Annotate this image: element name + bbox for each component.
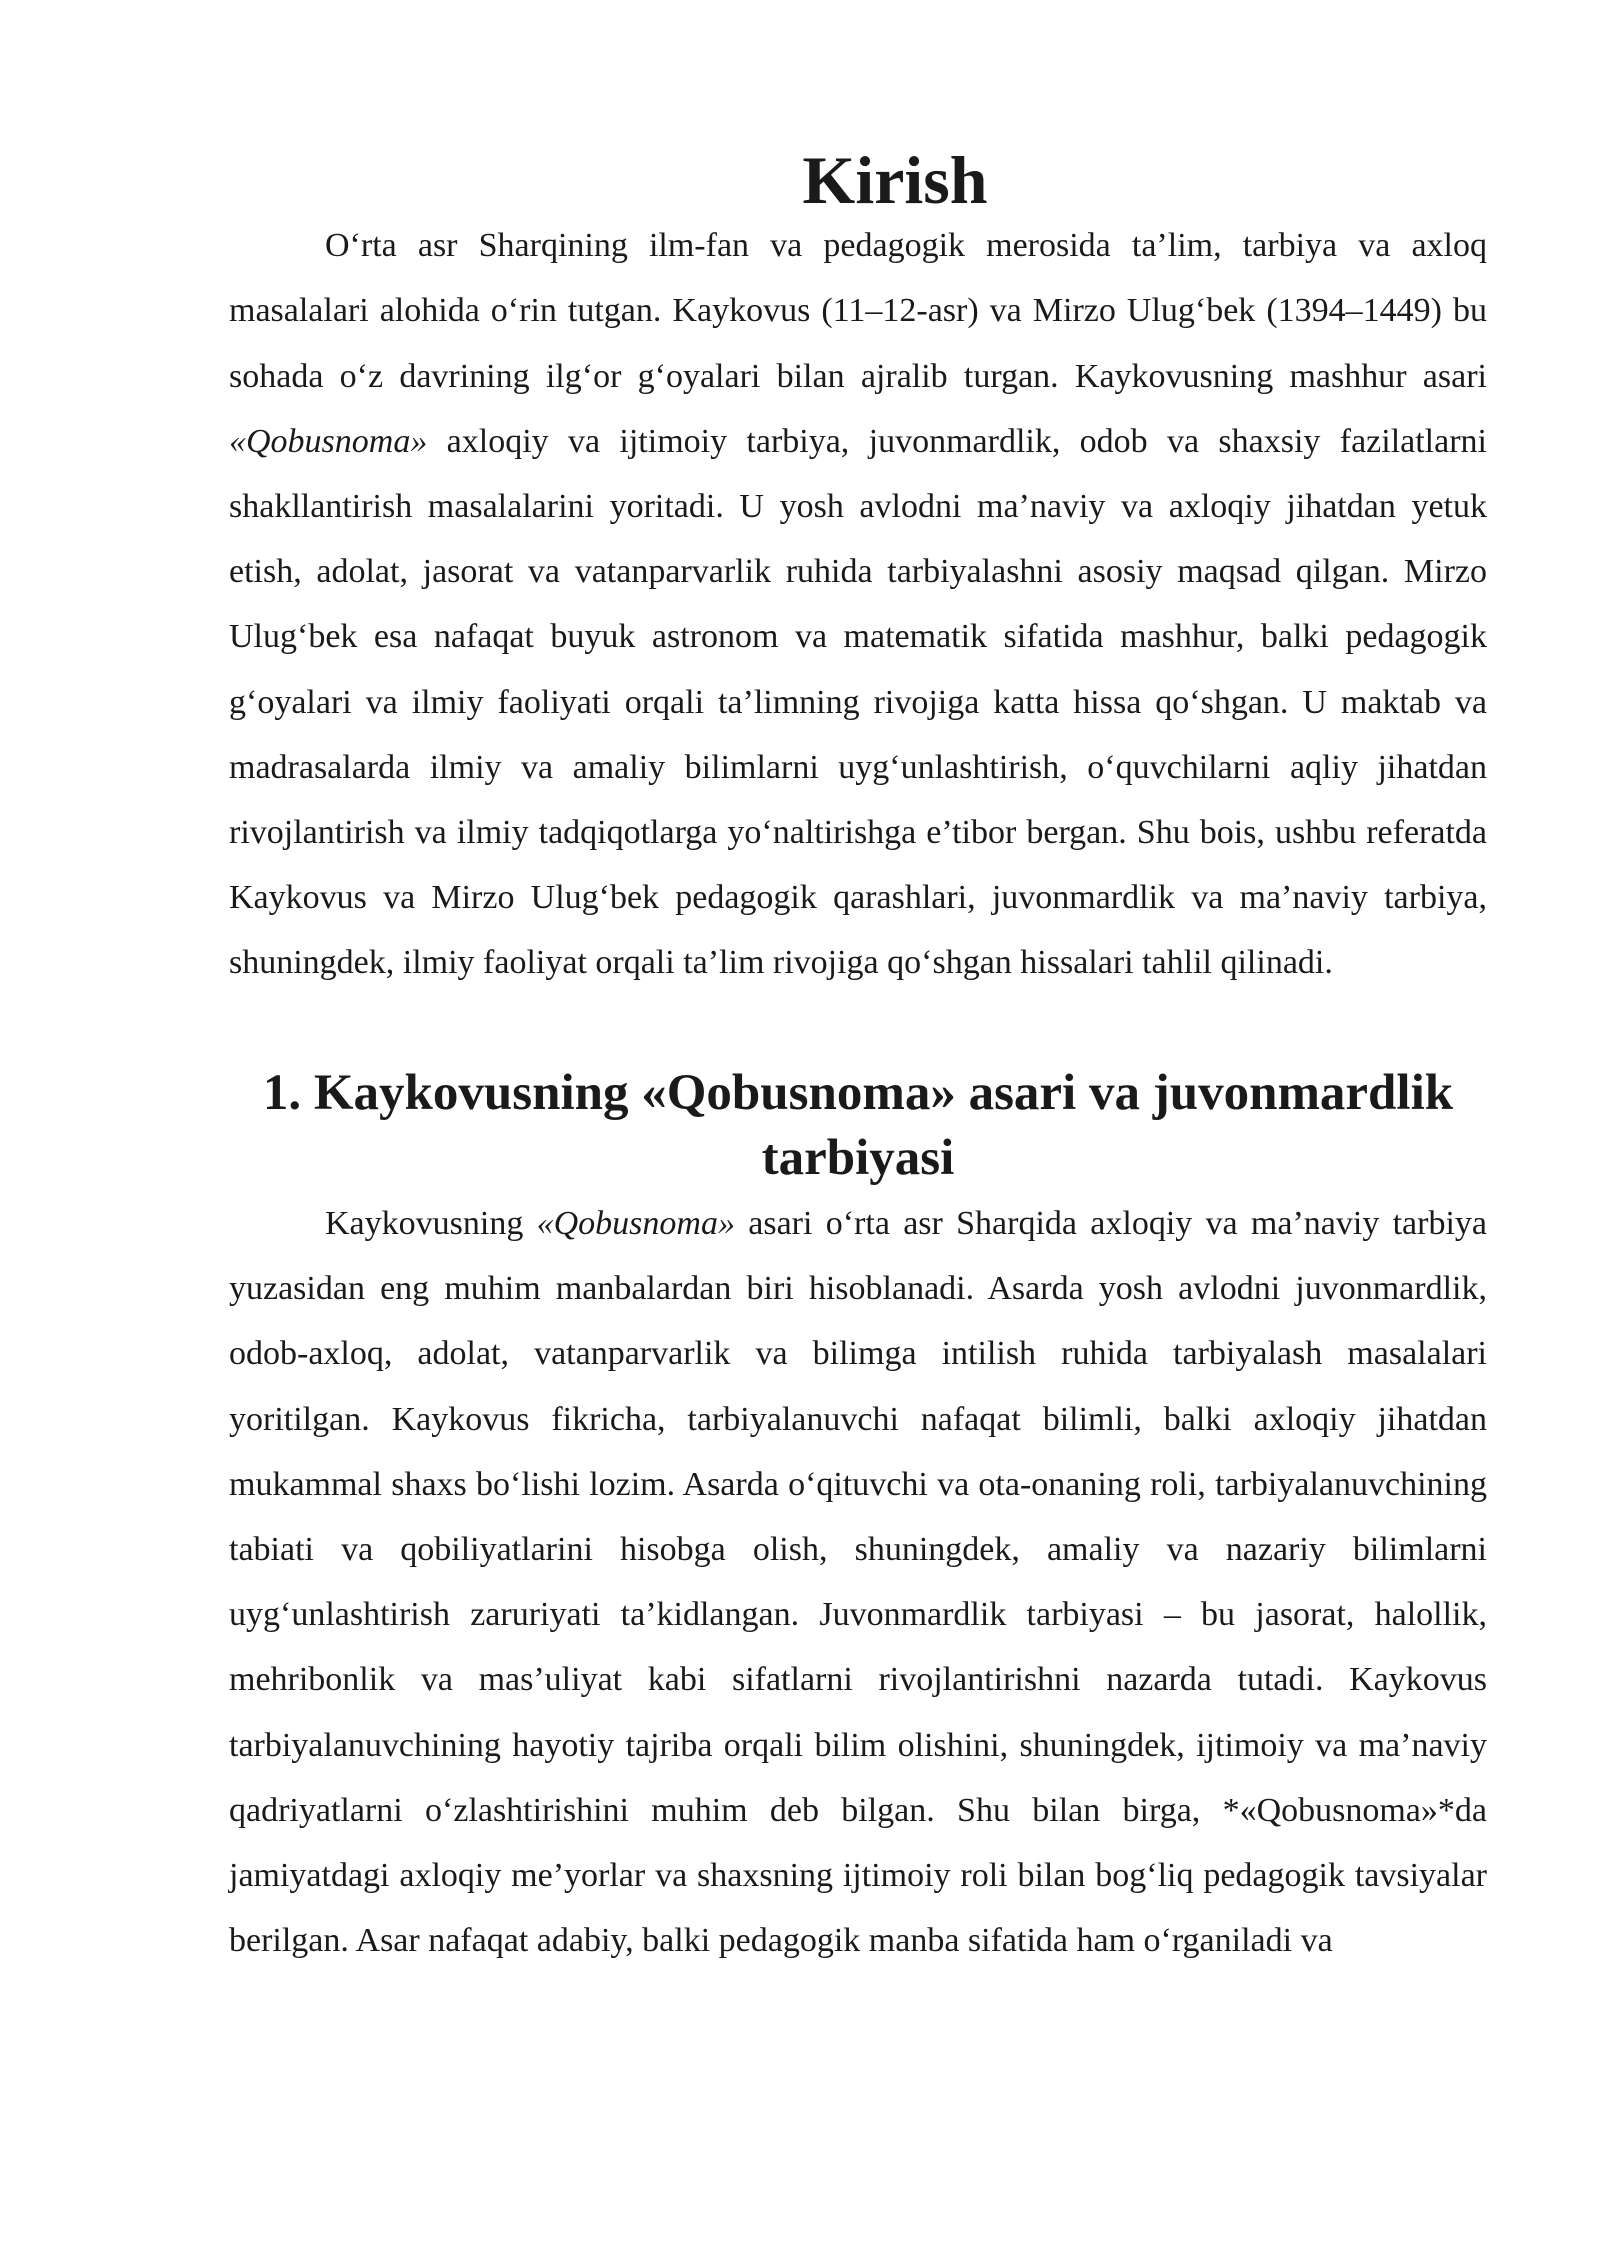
section-1-paragraph — [229, 1191, 1487, 1973]
section-1-heading: 1. Kaykovusning «Qobusnoma» asari va juvonmardlik tarbiyasi — [262, 1064, 1454, 1186]
intro-paragraph — [229, 213, 1487, 995]
book-title-italic: «Qobusnoma» — [536, 1205, 735, 1243]
intro-text-start: O‘rta asr Sharqining ilm-fan va pedagogik merosida ta’lim, tarbiya va axloq masalalari alohida o‘rin tutgan. Kaykovus (11–12-asr) va Mirzo Ulug‘bek (1394–1449) bu sohada o‘z davrining ilg‘or g‘oyalari bilan ajralib turgan. Kaykovusning mashhur asari — [229, 227, 1487, 395]
book-title-italic: «Qobusnoma» — [229, 422, 428, 460]
intro-text-end: axloqiy va ijtimoiy tarbiya, juvonmardlik, odob va shaxsiy fazilatlarni shakllantirish masalalarini yoritadi. U yosh avlodni ma’naviy va axloqiy jihatdan yetuk etish, adolat, jasorat va vatanparvarlik ruhida tarbiyalashni asosiy maqsad qilgan. Mirzo Ulug‘bek esa nafaqat buyuk astronom va matematik sifatida mashhur, balki pedagogik g‘oyalari va ilmiy faoliyati orqali ta’limning rivojiga katta hissa qo‘shgan. U maktab va madrasalarda ilmiy va amaliy bilimlarni uyg‘unlashtirish, o‘quvchilarni aqliy jihatdan rivojlantirish va ilmiy tadqiqotlarga yo‘naltirishga e’tibor bergan. Shu bois, ushbu referatda Kaykovus va Mirzo Ulug‘bek pedagogik qarashlari, juvonmardlik va ma’naviy tarbiya, shuningdek, ilmiy faoliyat orqali ta’lim rivojiga qo‘shgan hissalari tahlil qilinadi. — [229, 422, 1487, 982]
intro-heading: Kirish — [802, 142, 988, 218]
section-1-text-end: asari o‘rta asr Sharqida axloqiy va ma’naviy tarbiya yuzasidan eng muhim manbalardan biri hisoblanadi. Asarda yosh avlodni juvonmardlik, odob-axloq, adolat, vatanparvarlik va bilimga intilish ruhida tarbiyalash masalalari yoritilgan. Kaykovus fikricha, tarbiyalanuvchi nafaqat bilimli, balki axloqiy jihatdan mukammal shaxs bo‘lishi lozim. Asarda o‘qituvchi va ota-onaning roli, tarbiyalanuvchining tabiati va qobiliyatlarini hisobga olish, shuningdek, amaliy va nazariy bilimlarni uyg‘unlashtirish zaruriyati ta’kidlangan. Juvonmardlik tarbiyasi – bu jasorat, halollik, mehribonlik va mas’uliyat kabi sifatlarni rivojlantirishni nazarda tutadi. Kaykovus tarbiyalanuvchining hayotiy tajriba orqali bilim olishini, shuningdek, ijtimoiy va ma’naviy qadriyatlarni o‘zlashtirishini muhim deb bilgan. Shu bilan birga, *«Qobusnoma»*da jamiyatdagi axloqiy me’yorlar va shaxsning ijtimoiy roli bilan bog‘liq pedagogik tavsiyalar berilgan. Asar nafaqat adabiy, balki pedagogik manba sifatida ham o‘rganiladi va — [229, 1205, 1488, 1960]
document-page — [229, 142, 1488, 1973]
section-1-text-start: Kaykovusning — [325, 1205, 537, 1243]
